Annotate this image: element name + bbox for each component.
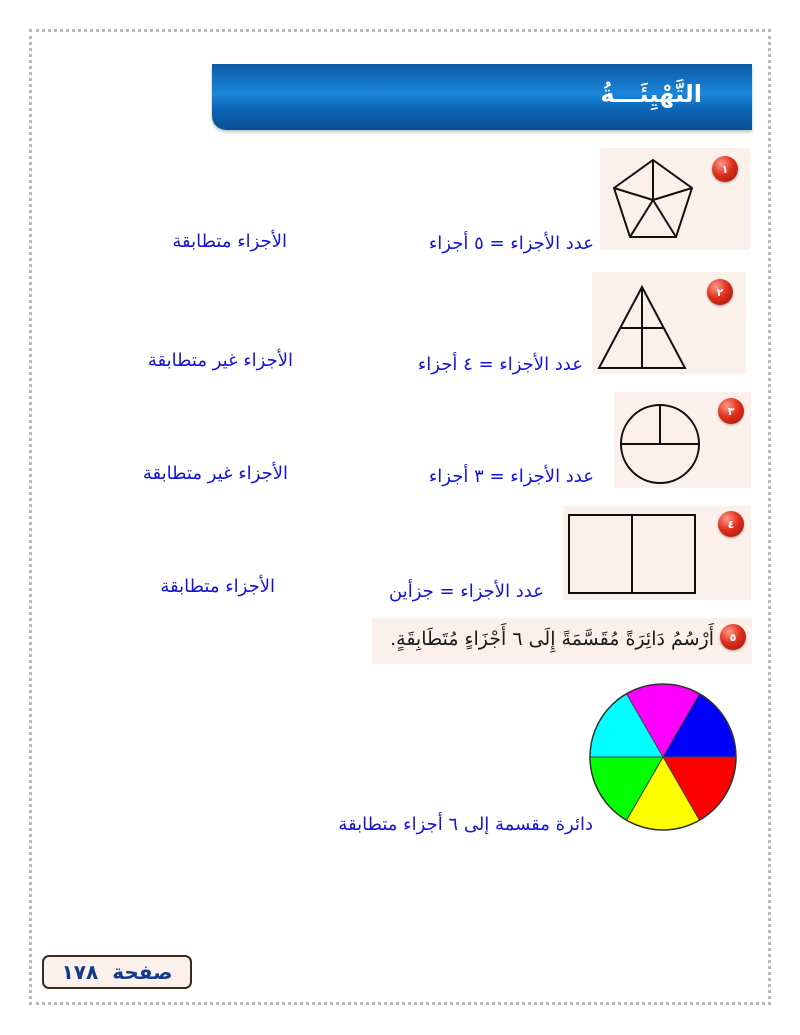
- problem-2-count: عدد الأجزاء = ٤ أجزاء: [417, 354, 583, 375]
- page-label: صفحة: [112, 960, 173, 984]
- problem-1-number-badge: ١: [712, 156, 738, 182]
- problem-1-result: الأجزاء متطابقة: [172, 231, 287, 252]
- section-title: التَّهْيِئَـــةُ: [600, 80, 702, 108]
- page-number-box: [42, 955, 192, 989]
- section-header-banner: [212, 64, 752, 130]
- six-part-colored-circle: [588, 682, 738, 832]
- problem-3-result: الأجزاء غير متطابقة: [142, 463, 288, 484]
- problem-4-count: عدد الأجزاء = جزأين: [388, 581, 544, 602]
- problem-4-result: الأجزاء متطابقة: [160, 576, 275, 597]
- triangle-figure: [597, 285, 687, 370]
- divided-circle-figure: [619, 403, 701, 485]
- exercise-5-number-badge: ٥: [720, 624, 746, 650]
- exercise-5-instruction: أَرْسُمُ دَائِرَةً مُقَسَّمَةً إِلَى ٦ أَجْزَاءٍ مُتَطَابِقَةٍ.: [390, 628, 714, 650]
- problem-2-result: الأجزاء غير متطابقة: [147, 350, 293, 371]
- problem-3-count: عدد الأجزاء = ٣ أجزاء: [428, 466, 594, 487]
- problem-4-number-badge: ٤: [718, 511, 744, 537]
- divided-rectangle-figure: [568, 514, 696, 594]
- pentagon-figure: [608, 155, 698, 245]
- page-number: ١٧٨: [61, 960, 99, 984]
- problem-2-number-badge: ٢: [707, 279, 733, 305]
- problem-1-count: عدد الأجزاء = ٥ أجزاء: [428, 233, 594, 254]
- problem-3-number-badge: ٣: [718, 398, 744, 424]
- exercise-5-answer: دائرة مقسمة إلى ٦ أجزاء متطابقة: [338, 814, 593, 835]
